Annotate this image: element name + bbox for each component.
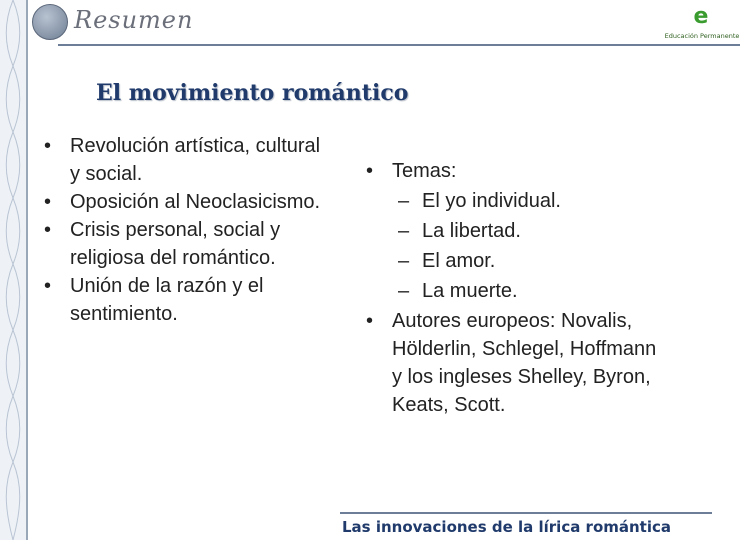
list-item-temas: • Temas: [366, 160, 457, 182]
header-divider [58, 44, 740, 46]
list-item-text: Crisis personal, social y religiosa del romántico. [70, 219, 281, 269]
sub-list-item-text: La muerte. [422, 280, 518, 302]
list-item-autores: • Autores europeos: Novalis, Hölderlin, Schlegel, Hoffmann y los ingleses Shelley, Byron, Keats, Scott. [366, 310, 657, 416]
list-item: • Oposición al Neoclasicismo. [44, 191, 321, 213]
footer [340, 512, 712, 542]
sub-list-item-text: El amor. [422, 250, 496, 272]
footer-title: Las innovaciones de la lírica romántica [342, 518, 672, 536]
list-item-text: Oposición al Neoclasicismo. [70, 191, 321, 213]
list-item: • Revolución artística, cultural y social. [44, 135, 321, 185]
list-item-text: Revolución artística, cultural y social. [70, 135, 321, 185]
sub-list-item-text: La libertad. [422, 220, 521, 242]
temas-label: Temas: [392, 160, 457, 182]
decorative-left-border [0, 0, 28, 540]
sub-list-item: – El yo individual. [398, 190, 561, 212]
header [28, 0, 740, 50]
list-item: • Crisis personal, social y religiosa del romántico. [44, 219, 281, 269]
list-item-text: Unión de la razón y el sentimiento. [70, 275, 264, 325]
logo [664, 4, 744, 44]
list-item: • Unión de la razón y el sentimiento. [44, 275, 264, 325]
sub-list-container [366, 187, 666, 305]
sub-list-item: – La libertad. [398, 220, 521, 242]
network-icon [32, 4, 68, 40]
logo-e-icon: e [693, 4, 709, 29]
sub-list-item: – El amor. [398, 250, 496, 272]
right-bullet-list [366, 157, 666, 419]
slide-title: El movimiento romántico [96, 80, 409, 106]
temas-sub-list [366, 187, 666, 305]
logo-text: Educación Permanente [664, 32, 740, 40]
autores-text: Autores europeos: Novalis, Hölderlin, Schlegel, Hoffmann y los ingleses Shelley, Byron, Keats, Scott. [392, 310, 657, 416]
sub-list-item-text: El yo individual. [422, 190, 561, 212]
header-title: Resumen [74, 6, 194, 34]
left-bullet-list [44, 132, 334, 328]
sub-list-item: – La muerte. [398, 280, 518, 302]
